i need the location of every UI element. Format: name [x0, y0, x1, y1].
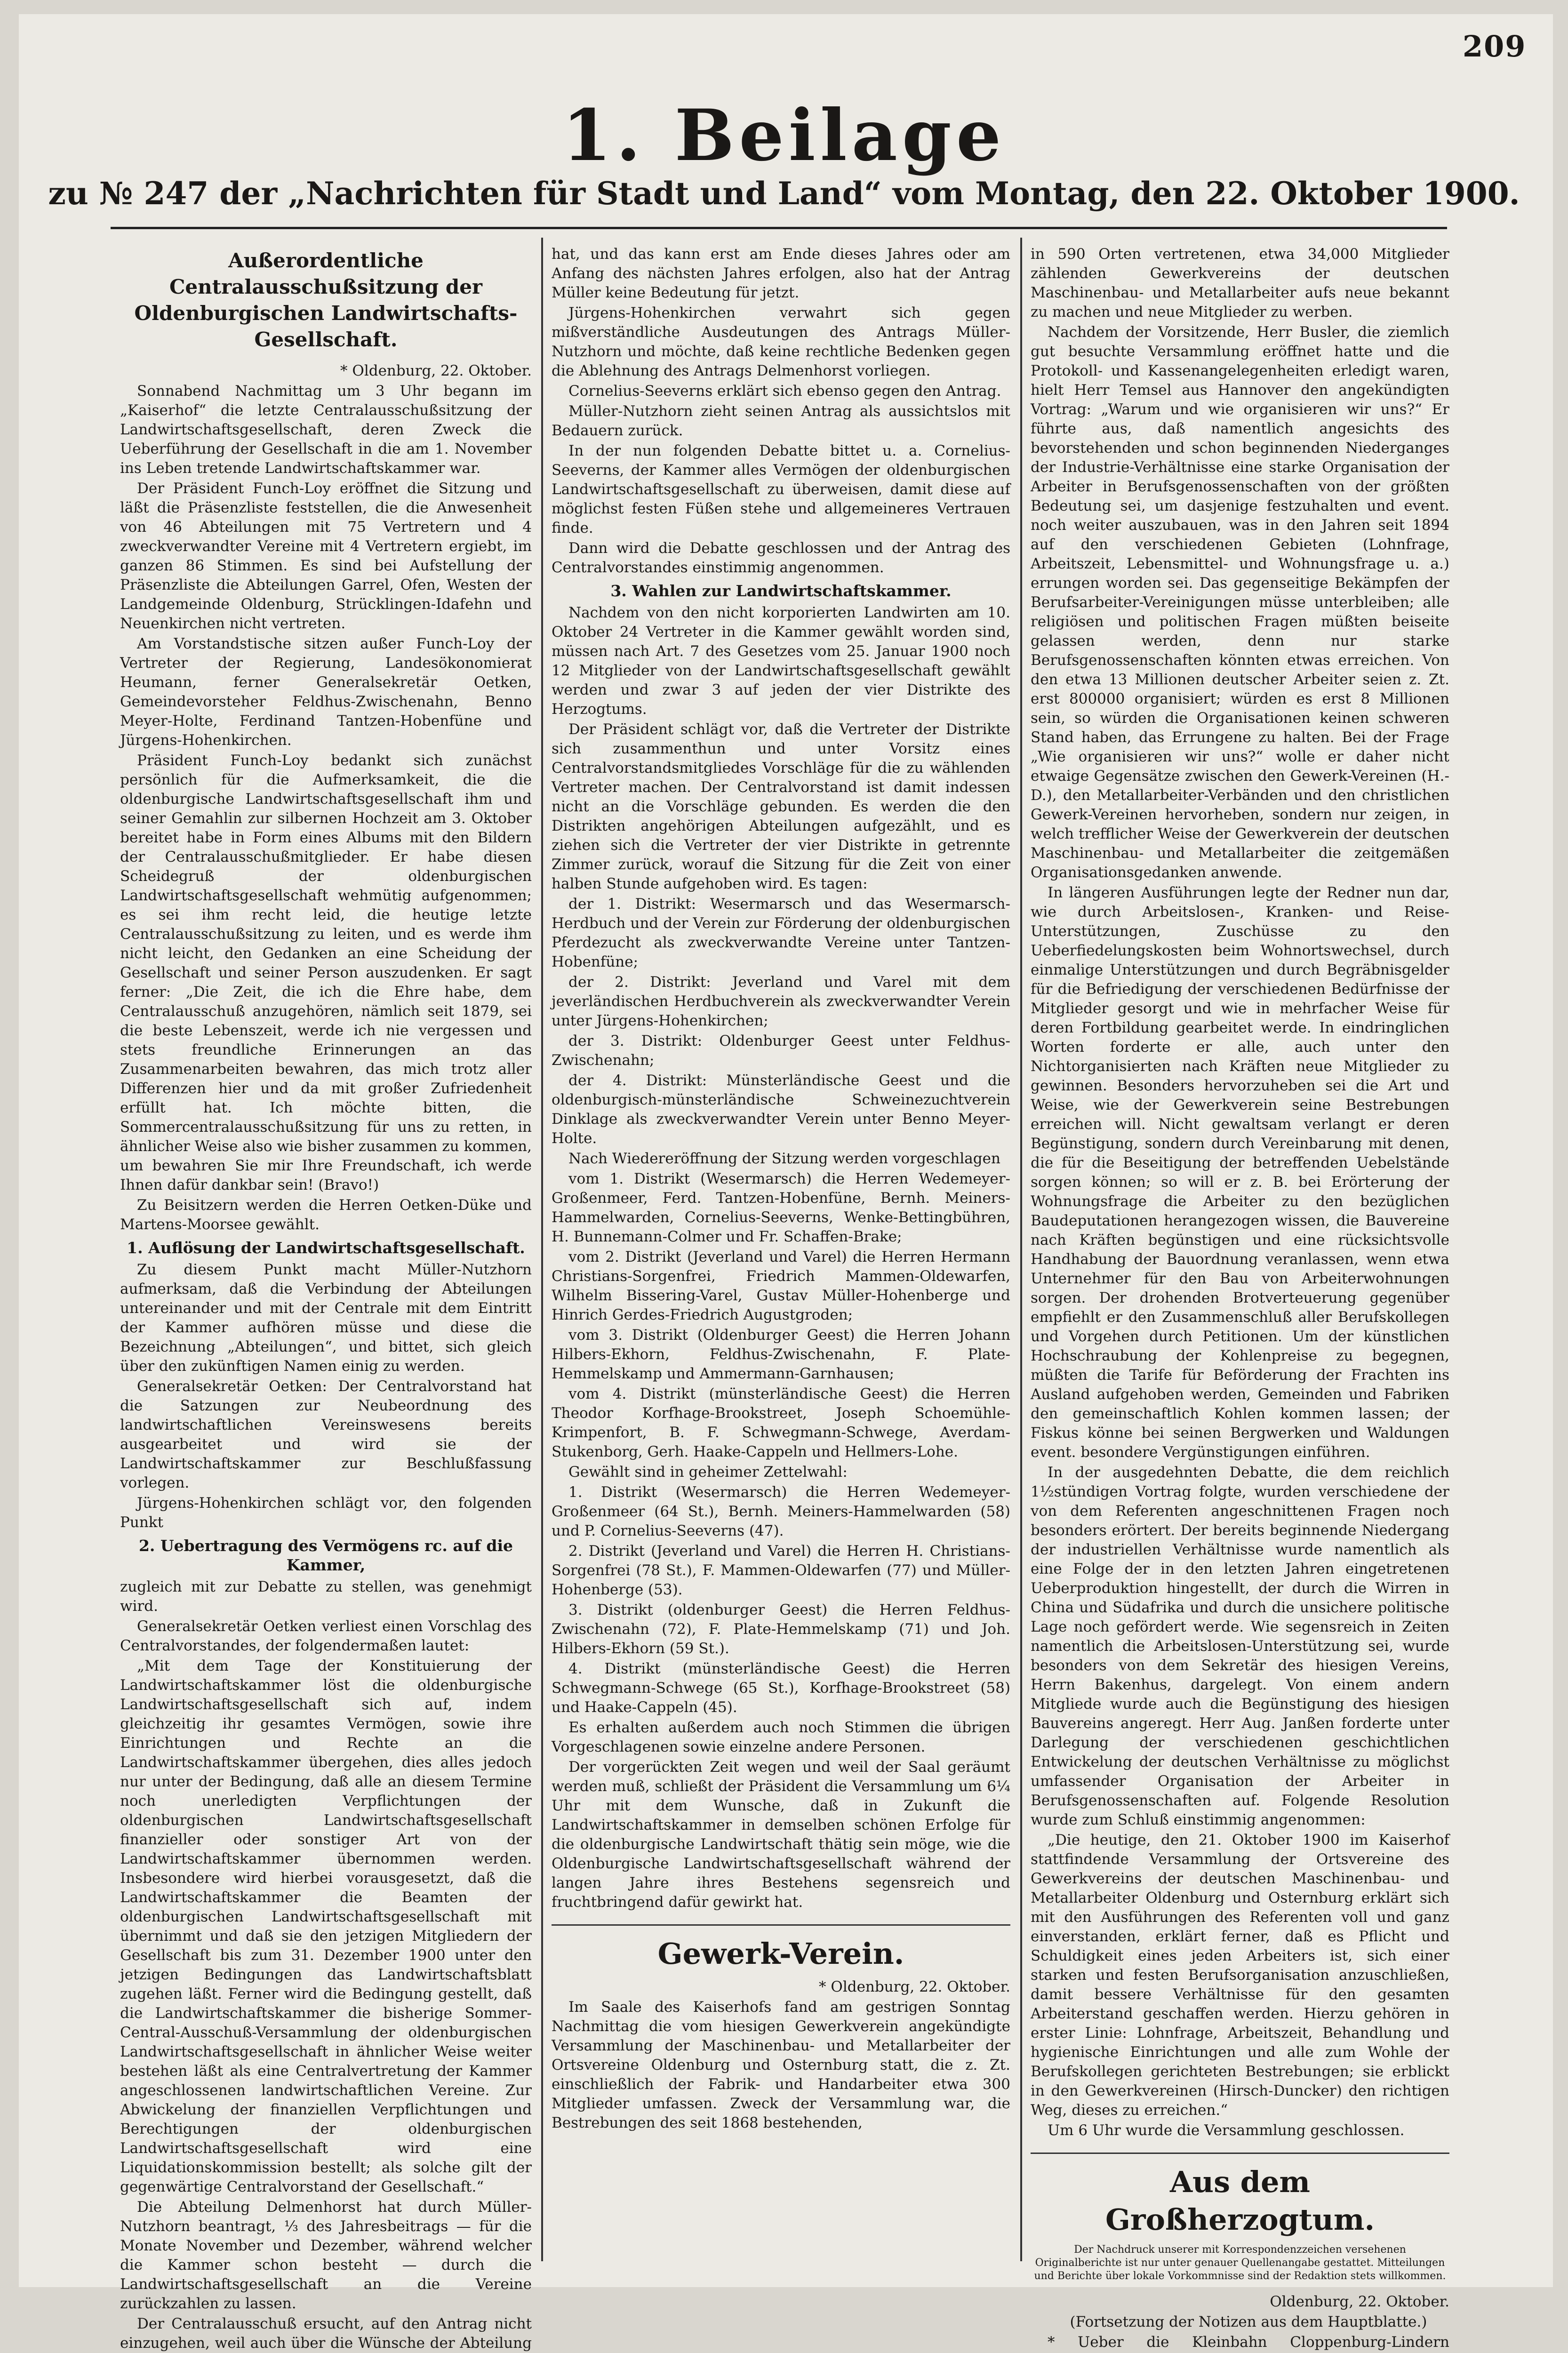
- paragraph: Präsident Funch-Loy bedankt sich zunächst persönlich für die Aufmerksamkeit, die die oldenburgische Landwirtschaftsgesellschaft ihm und seiner Gemahlin zur silbernen Hochzeit am 3. Oktober bereitet habe in Form eines Albums mit den Bildern der Centralausschußmitglieder. Er habe diesen Scheidegruß der oldenburgischen Landwirtschaftsgesellschaft wehmütig aufgenommen; es sei ihm recht leid, die heutige letzte Centralausschußsitzung zu leiten, und es werde ihm nicht leicht, den Gedanken an eine Scheidung der Gesellschaft und seiner Person auszudenken. Er sagt ferner: „Die Zeit, die ich die Ehre habe, dem Centralausschuß anzugehören, nämlich seit 1879, sei die beste Lebenszeit, werde ich nie vergessen und stets freundliche Erinnerungen an das Zusammenarbeiten bewahren, das mich trotz aller Differenzen hier und da mit großer Zufriedenheit erfüllt hat. Ich möchte bitten, die Sommercentralausschußsitzung für uns zu retten, in ähnlicher Weise also wie bisher zusammen zu kommen, um bewahren Sie mir Ihre Freundschaft, ich werde Ihnen dafür dankbar sein! (Bravo!): [120, 752, 532, 1193]
- header-rule: [111, 227, 1447, 229]
- paragraph: In längeren Ausführungen legte der Redner nun dar, wie durch Arbeitslosen-, Kranken- und Reise-Unterstützungen, Zuschüsse zu den Ueberfiedelungskosten beim Wohnortswechsel, durch einmalige Unterstützungen und durch Begräbnisgelder für die Befriedigung der verschiedenen Bedürfnisse der Mitglieder gesorgt und wie in mehrfacher Weise für deren Fortbildung gearbeitet werde. In eindringlichen Worten forderte er alle, auch unter den Nichtorganisierten nach Kräften neue Mitglieder zu gewinnen. Besonders hervorzuheben sei die Art und Weise, wie der Gewerkverein seine Bestrebungen erreichen will. Nicht gewaltsam verlangt er deren Begünstigung, sondern durch Vereinbarung mit denen, die für die Beseitigung der betreffenden Uebelstände sorgen können; so will er z. B. bei Erörterung der Wohnungsfrage die Arbeiter zu den bezüglichen Baudeputationen herangezogen wissen, die Bauvereine nach Kräften begünstigen und eine rücksichtsvolle Handhabung der Bauordnung veranlassen, wenn etwa Unternehmer für den Bau von Arbeiterwohnungen sorgen. Der drohenden Brotverteuerung gegenüber empfiehlt er den Zusammenschluß aller Berufskollegen und Vorgehen durch Petitionen. Um der künstlichen Hochschraubung der Kohlenpreise zu begegnen, müßten die Tarife für Beförderung der Frachten ins Ausland aufgehoben werden, Gemeinden und Fabriken den gemeinschaftlich Kohlen kommen lassen; der Fiskus könne bei seinen Bergwerken und Waldungen event. besondere Vergünstigungen einführen.: [1031, 884, 1449, 1461]
- paragraph: Jürgens-Hohenkirchen verwahrt sich gegen mißverständliche Ausdeutungen des Antrags Müller-Nutzhorn und möchte, daß keine rechtliche Bedenken gegen die Ablehnung des Antrags Delmenhorst vorliegen.: [552, 304, 1010, 379]
- paragraph: der 3. Distrikt: Oldenburger Geest unter Feldhus-Zwischenahn;: [552, 1032, 1010, 1069]
- paragraph: zugleich mit zur Debatte zu stellen, was genehmigt wird.: [120, 1578, 532, 1615]
- paragraph: Im Saale des Kaiserhofs fand am gestrigen Sonntag Nachmittag die vom hiesigen Gewerkverein angekündigte Versammlung der Maschinenbau- und Metallarbeiter der Ortsvereine Oldenburg und Osternburg statt, die z. Zt. einschließlich der Fabrik- und Handarbeiter etwa 300 Mitglieder umfassen. Zweck der Versammlung war, die Bestrebungen des seit 1868 bestehenden,: [552, 1999, 1010, 2131]
- dateline: * Oldenburg, 22. Oktober.: [340, 362, 532, 379]
- page-title: 1. Beilage: [562, 94, 1006, 177]
- paragraph: In der nun folgenden Debatte bittet u. a. Cornelius-Seeverns, der Kammer alles Vermögen der oldenburgischen Landwirtschaftsgesellschaft zu überweisen, damit diese auf möglichst festen Füßen stehe und allgemeineres Vertrauen finde.: [552, 442, 1010, 536]
- paragraph: Es erhalten außerdem auch noch Stimmen die übrigen Vorgeschlagenen sowie einzelne andere Personen.: [552, 1719, 1010, 1755]
- continuation-note: (Fortsetzung der Notizen aus dem Hauptblatte.): [1070, 2313, 1427, 2330]
- paragraph: Müller-Nutzhorn zieht seinen Antrag als aussichtslos mit Bedauern zurück.: [552, 403, 1010, 439]
- section-divider: [1031, 2153, 1449, 2154]
- article-heading-grossherzogtum: Aus dem Großherzogtum.: [1105, 2165, 1375, 2237]
- reprint-notice: Der Nachdruck unserer mit Korrespondenzzeichen versehenen Originalberichte ist nur unter genauer Quellenangabe gestattet. Mitteilungen und Berichte über lokale Vorkommnisse sind der Redaktion stets willkommen.: [1034, 2244, 1446, 2282]
- paragraph: vom 4. Distrikt (münsterländische Geest) die Herren Theodor Korfhage-Brookstreet, Joseph Schoemühle-Krimpenfort, B. F. Schwegmann-Schwege, Averdam-Stukenborg, Gerh. Haake-Cappeln und Hellmers-Lohe.: [552, 1385, 1010, 1460]
- section-divider: [552, 1924, 1010, 1926]
- article-heading-gewerk-verein: Gewerk-Verein.: [657, 1937, 904, 1971]
- paragraph: Zu Beisitzern werden die Herren Oetken-Düke und Martens-Moorsee gewählt.: [120, 1197, 532, 1233]
- paragraph: Zu diesem Punkt macht Müller-Nutzhorn aufmerksam, daß die Verbindung der Abteilungen untereinander und mit der Centrale mit dem Eintritt der Kammer aufhören müsse und diese die Bezeichnung „Abteilungen“, und bittet, sich gleich über den zukünftigen Namen einig zu werden.: [120, 1261, 532, 1375]
- paragraph: vom 2. Distrikt (Jeverland und Varel) die Herren Hermann Christians-Sorgenfrei, Friedrich Mammen-Oldewarfen, Wilhelm Bissering-Varel, Gustav Müller-Hohenberge und Hinrich Gerdes-Friedrich Augustgroden;: [552, 1249, 1010, 1323]
- paragraph: hat, und das kann erst am Ende dieses Jahres oder am Anfang des nächsten Jahres erfolgen, also hat der Antrag Müller keine Bedeutung für jetzt.: [552, 246, 1010, 301]
- dateline: Oldenburg, 22. Oktober.: [1270, 2293, 1449, 2310]
- paragraph: Sonnabend Nachmittag um 3 Uhr begann im „Kaiserhof“ die letzte Centralausschußsitzung der Landwirtschaftsgesellschaft, deren Zweck die Ueberführung der Gesellschaft in die am 1. November ins Leben tretende Landwirtschaftskammer war.: [120, 383, 532, 477]
- column-2: [552, 245, 1010, 2268]
- paragraph: * Ueber die Kleinbahn Cloppenburg-Lindern: [1048, 2334, 1449, 2351]
- subheading: 1. Auflösung der Landwirtschaftsgesellschaft.: [127, 1239, 525, 1257]
- page-subtitle: zu № 247 der „Nachrichten für Stadt und Land“ vom Montag, den 22. Oktober 1900.: [48, 175, 1520, 212]
- paragraph: 2. Distrikt (Jeverland und Varel) die Herren H. Christians-Sorgenfrei (78 St.), F. Mammen-Oldewarfen (77) und Müller-Hohenberge (53).: [552, 1543, 1010, 1598]
- paragraph: Die Abteilung Delmenhorst hat durch Müller-Nutzhorn beantragt, ⅓ des Jahresbeitrags — für die Monate November und Dezember, während welcher die Kammer schon besteht — durch die Landwirtschaftsgesellschaft an die Vereine zurückzahlen zu lassen.: [120, 2199, 532, 2312]
- column-1: [120, 245, 532, 2352]
- page-number: 209: [1463, 29, 1527, 64]
- paragraph: der 4. Distrikt: Münsterländische Geest und die oldenburgisch-münsterländische Schweinezuchtverein Dinklage als zweckverwandter Verein unter Benno Meyer-Holte.: [552, 1072, 1010, 1147]
- paragraph: Der Centralausschuß ersucht, auf den Antrag nicht einzugehen, weil auch über die Wünsche der Abteilung: [120, 2315, 532, 2352]
- paragraph: Am Vorstandstische sitzen außer Funch-Loy der Vertreter der Regierung, Landesökonomierat Heumann, ferner Generalsekretär Oetken, Gemeindevorsteher Feldhus-Zwischenahn, Benno Meyer-Holte, Ferdinand Tantzen-Hobenfüne und Jürgens-Hohenkirchen.: [120, 635, 532, 749]
- paragraph: in 590 Orten vertretenen, etwa 34,000 Mitglieder zählenden Gewerkvereins der deutschen Maschinenbau- und Metallarbeiter aufs neue bekannt zu machen und neue Mitglieder zu werben.: [1031, 246, 1449, 320]
- column-divider-1: [541, 238, 543, 2261]
- paragraph: „Die heutige, den 21. Oktober 1900 im Kaiserhof stattfindende Versammlung der Ortsvereine des Gewerkvereins der deutschen Maschinenbau- und Metallarbeiter Oldenburg und Osternburg erklärt sich mit den Ausführungen des Referenten voll und ganz einverstanden, erklärt ferner, daß es Pflicht und Schuldigkeit eines jeden Arbeiters ist, sich einer starken und festen Berufsorganisation anzuschließen, damit bessere Verhältnisse für den gesamten Arbeiterstand geschaffen werden. Hierzu gehören in erster Linie: Lohnfrage, Arbeitszeit, Behandlung und hygienische Einrichtungen und alle zum Wohle der Berufskollegen gerichteten Bestrebungen; sie erblickt in den Gewerkvereinen (Hirsch-Duncker) den richtigen Weg, dieses zu erreichen.“: [1031, 1832, 1449, 2119]
- paragraph: 3. Distrikt (oldenburger Geest) die Herren Feldhus-Zwischenahn (72), F. Plate-Hemmelskamp (71) und Joh. Hilbers-Ekhorn (59 St.).: [552, 1601, 1010, 1657]
- column-divider-2: [1020, 238, 1022, 2261]
- subheading: 2. Uebertragung des Vermögens rc. auf die Kammer,: [138, 1537, 513, 1574]
- paragraph: vom 3. Distrikt (Oldenburger Geest) die Herren Johann Hilbers-Ekhorn, Feldhus-Zwischenahn, F. Plate-Hemmelskamp und Ammermann-Garnhausen;: [552, 1327, 1010, 1382]
- paragraph: der 1. Distrikt: Wesermarsch und das Wesermarsch-Herdbuch und der Verein zur Förderung der oldenburgischen Pferdezucht als zweckverwandte Vereine unter Tantzen-Hobenfüne;: [552, 896, 1010, 970]
- paragraph: Jürgens-Hohenkirchen schlägt vor, den folgenden Punkt: [120, 1495, 532, 1531]
- dateline: * Oldenburg, 22. Oktober.: [819, 1978, 1010, 1995]
- paragraph: Generalsekretär Oetken: Der Centralvorstand hat die Satzungen zur Neubeordnung des landwirtschaftlichen Vereinswesens bereits ausgearbeitet und wird sie der Landwirtschaftskammer zur Beschlußfassung vorlegen.: [120, 1378, 532, 1491]
- subheading: 3. Wahlen zur Landwirtschaftskammer.: [610, 582, 952, 600]
- paragraph: Der Präsident Funch-Loy eröffnet die Sitzung und läßt die Präsenzliste feststellen, die die Anwesenheit von 46 Abteilungen mit 75 Vertretern und 4 zweckverwandter Vereine mit 4 Vertretern ergiebt, im ganzen 86 Stimmen. Es sind bei Aufstellung der Präsenzliste die Abteilungen Garrel, Ofen, Westen der Landgemeinde Oldenburg, Strücklingen-Idafehn und Neuenkirchen nicht vertreten.: [120, 480, 532, 632]
- paragraph: Um 6 Uhr wurde die Versammlung geschlossen.: [1048, 2122, 1405, 2139]
- column-3: [1031, 245, 1449, 2351]
- paragraph: der 2. Distrikt: Jeverland und Varel mit dem jeverländischen Herdbuchverein als zweckverwandter Verein unter Jürgens-Hohenkirchen;: [552, 974, 1010, 1029]
- paragraph: Nachdem von den nicht korporierten Landwirten am 10. Oktober 24 Vertreter in die Kammer gewählt worden sind, müssen nach Art. 7 des Gesetzes vom 25. Januar 1900 noch 12 Mitglieder von der Landwirtschaftsgesellschaft gewählt werden und zwar 3 auf jeden der vier Distrikte des Herzogtums.: [552, 604, 1010, 718]
- paragraph: Der vorgerückten Zeit wegen und weil der Saal geräumt werden muß, schließt der Präsident die Versammlung um 6¼ Uhr mit dem Wunsche, daß in Zukunft die Landwirtschaftskammer in demselben schönen Erfolge für die oldenburgische Landwirtschaft thätig sein möge, wie die Oldenburgische Landwirtschaftsgesellschaft während der langen Jahre ihres Bestehens segensreich und fruchtbringend dafür gewirkt hat.: [552, 1759, 1010, 1911]
- paragraph: Cornelius-Seeverns erklärt sich ebenso gegen den Antrag.: [568, 383, 1001, 400]
- paragraph: In der ausgedehnten Debatte, die dem reichlich 1½stündigen Vortrag folgte, wurden verschiedene der von dem Referenten angeschnittenen Fragen noch besonders erörtert. Der bereits beginnende Niedergang der industriellen Verhältnisse wurde namentlich als eine Folge der in den letzten Jahren eingetretenen Ueberproduktion hingestellt, der durch die Wirren in China und Südafrika und durch die unsichere politische Lage noch gefördert werde. Wie segensreich in Zeiten namentlich die Arbeitslosen-Unterstützung sei, wurde besonders von dem Sekretär des hiesigen Vereins, Herrn Bakenhus, dargelegt. Von einem andern Mitgliede wurde auch die Begünstigung des hiesigen Bauvereins angeregt. Herr Aug. Janßen forderte unter Darlegung der verschiedenen geschichtlichen Entwickelung der deutschen Verhältnisse zu möglichst umfassender Organisation der Arbeiter in Berufsgenossenschaften auf. Folgende Resolution wurde zum Schluß einstimmig angenommen:: [1031, 1464, 1449, 1828]
- paragraph: Generalsekretär Oetken verliest einen Vorschlag des Centralvorstandes, der folgendermaßen lautet:: [120, 1618, 532, 1654]
- paragraph: Nachdem der Vorsitzende, Herr Busler, die ziemlich gut besuchte Versammlung eröffnet hatte und die Protokoll- und Kassenangelegenheiten erledigt waren, hielt Herr Temsel aus Hannover den angekündigten Vortrag: „Warum und wie organisieren wir uns?“ Er führte aus, daß namentlich angesichts des bevorstehenden und schon beginnenden Niederganges der Industrie-Verhältnisse eine starke Organisation der Arbeiter in Berufsgenossenschaften von der größten Bedeutung sei, um dasjenige festzuhalten und event. noch weiter auszubauen, was in den Jahren seit 1894 auf den verschiedenen Gebieten (Lohnfrage, Arbeitszeit, Lebensmittel- und Wohnungsfrage u. a.) errungen worden sei. Das gegenseitige Bekämpfen der Berufsarbeiter-Vereinigungen müsse unterbleiben; alle religiösen und politischen Fragen müßten beiseite gelassen werden, denn nur starke Berufsgenossenschaften könnten etwas erreichen. Von den etwa 13 Millionen deutscher Arbeiter seien z. Zt. erst 800000 organisiert; würden es erst 8 Millionen sein, so würden die Organisationen keinen schweren Stand haben, das Errungene zu halten. Bei der Frage „Wie organisieren wir uns?“ wolle er daher nicht etwaige Gegensätze zwischen den Gewerk-Vereinen (H.-D.), den Metallarbeiter-Verbänden und den christlichen Gewerk-Vereinen hervorheben, sondern nur zeigen, in welch trefflicher Weise der Gewerkverein der deutschen Maschinenbau- und Metallarbeiter die zeitgemäßen Organisationsgedanken anwende.: [1031, 324, 1449, 881]
- paragraph: Dann wird die Debatte geschlossen und der Antrag des Centralvorstandes einstimmig angenommen.: [552, 540, 1010, 576]
- paragraph: „Mit dem Tage der Konstituierung der Landwirtschaftskammer löst die oldenburgische Landwirtschaftsgesellschaft sich auf, indem gleichzeitig ihr gesamtes Vermögen, sowie ihre Einrichtungen und Rechte an die Landwirtschaftskammer übergehen, dies alles jedoch nur unter der Bedingung, daß alle an diesem Termine noch unerledigten Verpflichtungen der oldenburgischen Landwirtschaftsgesellschaft finanzieller oder sonstiger Art von der Landwirtschaftskammer übernommen werden. Insbesondere wird hierbei vorausgesetzt, daß die Landwirtschaftskammer die Beamten der oldenburgischen Landwirtschaftsgesellschaft mit übernimmt und daß sie den jetzigen Mitgliedern der Gesellschaft bis zum 31. Dezember 1900 unter den jetzigen Bedingungen das Landwirtschaftsblatt zugehen läßt. Ferner wird die Bedingung gestellt, daß die Landwirtschaftskammer die bisherige Sommer-Central-Ausschuß-Versammlung der oldenburgischen Landwirtschaftsgesellschaft in ähnlicher Weise weiter bestehen läßt als eine Centralvertretung der Kammer angeschlossenen landwirtschaftlichen Vereine. Zur Abwickelung der finanziellen Verpflichtungen und Berechtigungen der oldenburgischen Landwirtschaftsgesellschaft wird eine Liquidationskommission bestellt; als solche gilt der gegenwärtige Centralvorstand der Gesellschaft.“: [120, 1657, 532, 2195]
- paragraph: vom 1. Distrikt (Wesermarsch) die Herren Wedemeyer-Großenmeer, Ferd. Tantzen-Hobenfüne, Bernh. Meiners-Hammelwarden, Cornelius-Seeverns, Wenke-Bettingbühren, H. Bunnemann-Colmer und Fr. Schaffen-Brake;: [552, 1170, 1010, 1245]
- article-heading-centralausschuss: Außerordentliche Centralausschußsitzung der Oldenburgischen Landwirtschafts-Gesellschaft.: [134, 249, 518, 351]
- paragraph: Gewählt sind in geheimer Zettelwahl:: [568, 1464, 848, 1481]
- paragraph: 4. Distrikt (münsterländische Geest) die Herren Schwegmann-Schwege (65 St.), Korfhage-Brookstreet (58) und Haake-Cappeln (45).: [552, 1660, 1010, 1716]
- paragraph: Nach Wiedereröffnung der Sitzung werden vorgeschlagen: [568, 1150, 1000, 1167]
- paragraph: 1. Distrikt (Wesermarsch) die Herren Wedemeyer-Großenmeer (64 St.), Bernh. Meiners-Hammelwarden (58) und P. Cornelius-Seeverns (47).: [552, 1484, 1010, 1539]
- paragraph: Der Präsident schlägt vor, daß die Vertreter der Distrikte sich zusammenthun und unter Vorsitz eines Centralvorstandsmitgliedes Vorschläge für die zu wählenden Vertreter machen. Der Centralvorstand ist damit indessen nicht an die Vorschläge gebunden. Es werden die den Distrikten angehörigen Abteilungen aufgezählt, und es ziehen sich die Vertreter der vier Distrikte in getrennte Zimmer zurück, worauf die Sitzung für die Zeit von einer halben Stunde aufgehoben wird. Es tagen:: [552, 721, 1010, 892]
